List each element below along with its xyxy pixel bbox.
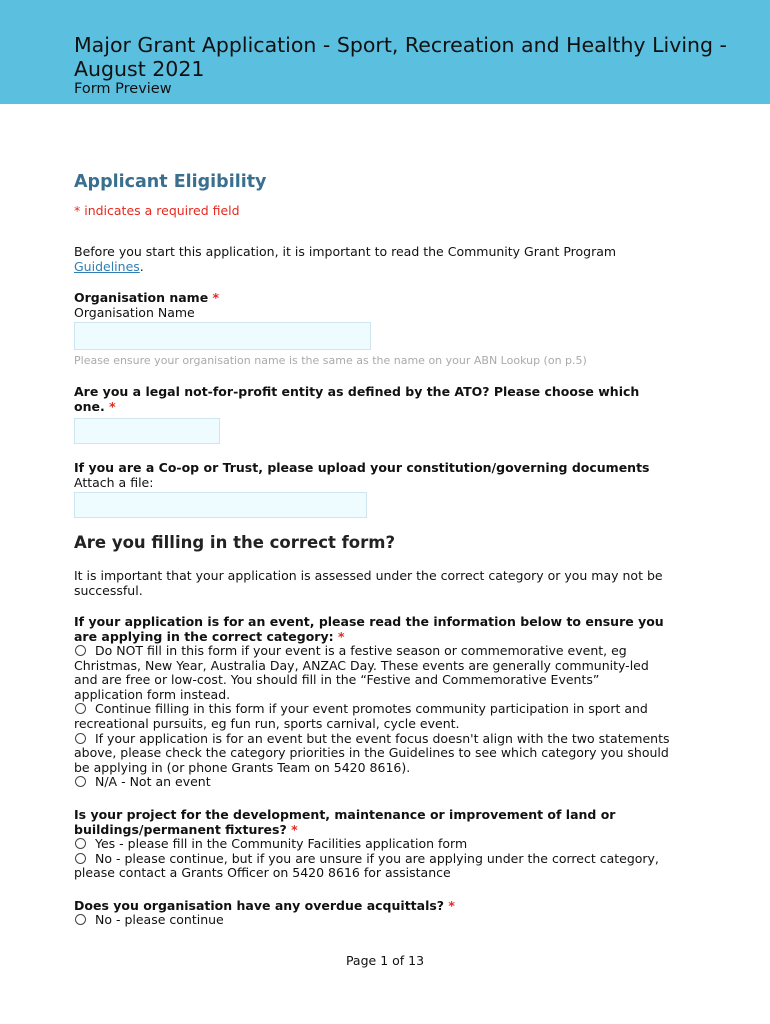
radio-button-icon[interactable] [75, 645, 86, 656]
nfp-select[interactable] [74, 418, 220, 444]
section-title-eligibility: Applicant Eligibility [74, 172, 267, 192]
radio-option[interactable] [74, 837, 664, 852]
radio-button-icon[interactable] [75, 703, 86, 714]
radio-option[interactable] [74, 644, 672, 702]
form-content [74, 170, 674, 927]
intro-text [74, 244, 674, 274]
page-number: Page 1 of 13 [345, 953, 425, 968]
coop-question [74, 460, 674, 518]
radio-option[interactable] [74, 732, 672, 776]
nfp-question [74, 384, 674, 444]
radio-option-label: If your application is for an event but the event focus doesn't align with the two statements above, please check the category priorities in the Guidelines to see which category you should be applying in (or phone Grants Team on 5420 8616). [74, 730, 670, 775]
required-star: * [212, 290, 220, 305]
nfp-label: Are you a legal not-for-profit entity as defined by the ATO? Please choose which one. [74, 384, 640, 414]
required-star: * [448, 897, 455, 913]
section2-intro: It is important that your application is assessed under the correct category or you may not be successful. [74, 568, 663, 598]
required-star: * [337, 629, 345, 644]
radio-option-label: Continue filling in this form if your event promotes community participation in sport and recreational pursuits, eg fun run, sports carnival, cycle event. [74, 701, 648, 731]
project-question [74, 807, 664, 881]
section-title-correct-form: Are you filling in the correct form? [74, 533, 396, 552]
coop-sublabel: Attach a file: [74, 475, 154, 490]
radio-option[interactable] [74, 852, 664, 881]
form-header [0, 0, 770, 104]
org-name-label: Organisation name [74, 290, 209, 305]
radio-option[interactable] [74, 913, 674, 928]
radio-option-label: Yes - please fill in the Community Facilities application form [95, 835, 468, 851]
intro-text-after: . [139, 259, 144, 274]
intro-text-before: Before you start this application, it is important to read the Community Grant Program [74, 244, 617, 259]
radio-option-label: Do NOT fill in this form if your event is a festive season or commemorative event, eg Christmas, New Year, Australia Day, ANZAC Day. These events are generally community-led and are free or low-cost. You should fill in the “Festive and Commemorative Events” application form instead. [74, 643, 649, 702]
project-label: Is your project for the development, maintenance or improvement of land or buildings/permanent fixtures? [74, 806, 616, 837]
required-star: * [109, 399, 116, 414]
radio-option[interactable] [74, 702, 672, 731]
form-title: Major Grant Application - Sport, Recreation and Healthy Living - August 2021 [74, 33, 727, 81]
acquittal-question [74, 898, 674, 928]
radio-option-label: N/A - Not an event [95, 774, 211, 790]
radio-option[interactable] [74, 775, 672, 790]
form-subtitle: Form Preview [74, 81, 172, 97]
event-question [74, 614, 672, 790]
org-name-input[interactable] [74, 322, 371, 350]
radio-button-icon[interactable] [75, 838, 86, 849]
radio-button-icon[interactable] [75, 733, 86, 744]
radio-button-icon[interactable] [75, 914, 86, 925]
radio-option-label: No - please continue, but if you are unsure if you are applying under the correct category, please contact a Grants Officer on 5420 8616 for assistance [74, 850, 659, 881]
required-star: * [291, 821, 298, 837]
guidelines-link[interactable]: Guidelines [74, 259, 140, 274]
acquittal-label: Does you organisation have any overdue acquittals? [74, 897, 445, 913]
coop-label: If you are a Co-op or Trust, please upload your constitution/governing documents [74, 460, 650, 475]
radio-option-label: No - please continue [95, 911, 224, 927]
required-field-note: * indicates a required field [74, 203, 240, 218]
org-name-question [74, 290, 674, 368]
event-label: If your application is for an event, please read the information below to ensure you are applying in the correct category: [74, 614, 664, 644]
org-name-sublabel: Organisation Name [74, 305, 195, 320]
file-upload-field[interactable] [74, 492, 367, 518]
org-name-hint: Please ensure your organisation name is the same as the name on your ABN Lookup (on p.5) [74, 354, 587, 367]
radio-button-icon[interactable] [75, 776, 86, 787]
radio-button-icon[interactable] [75, 853, 86, 864]
